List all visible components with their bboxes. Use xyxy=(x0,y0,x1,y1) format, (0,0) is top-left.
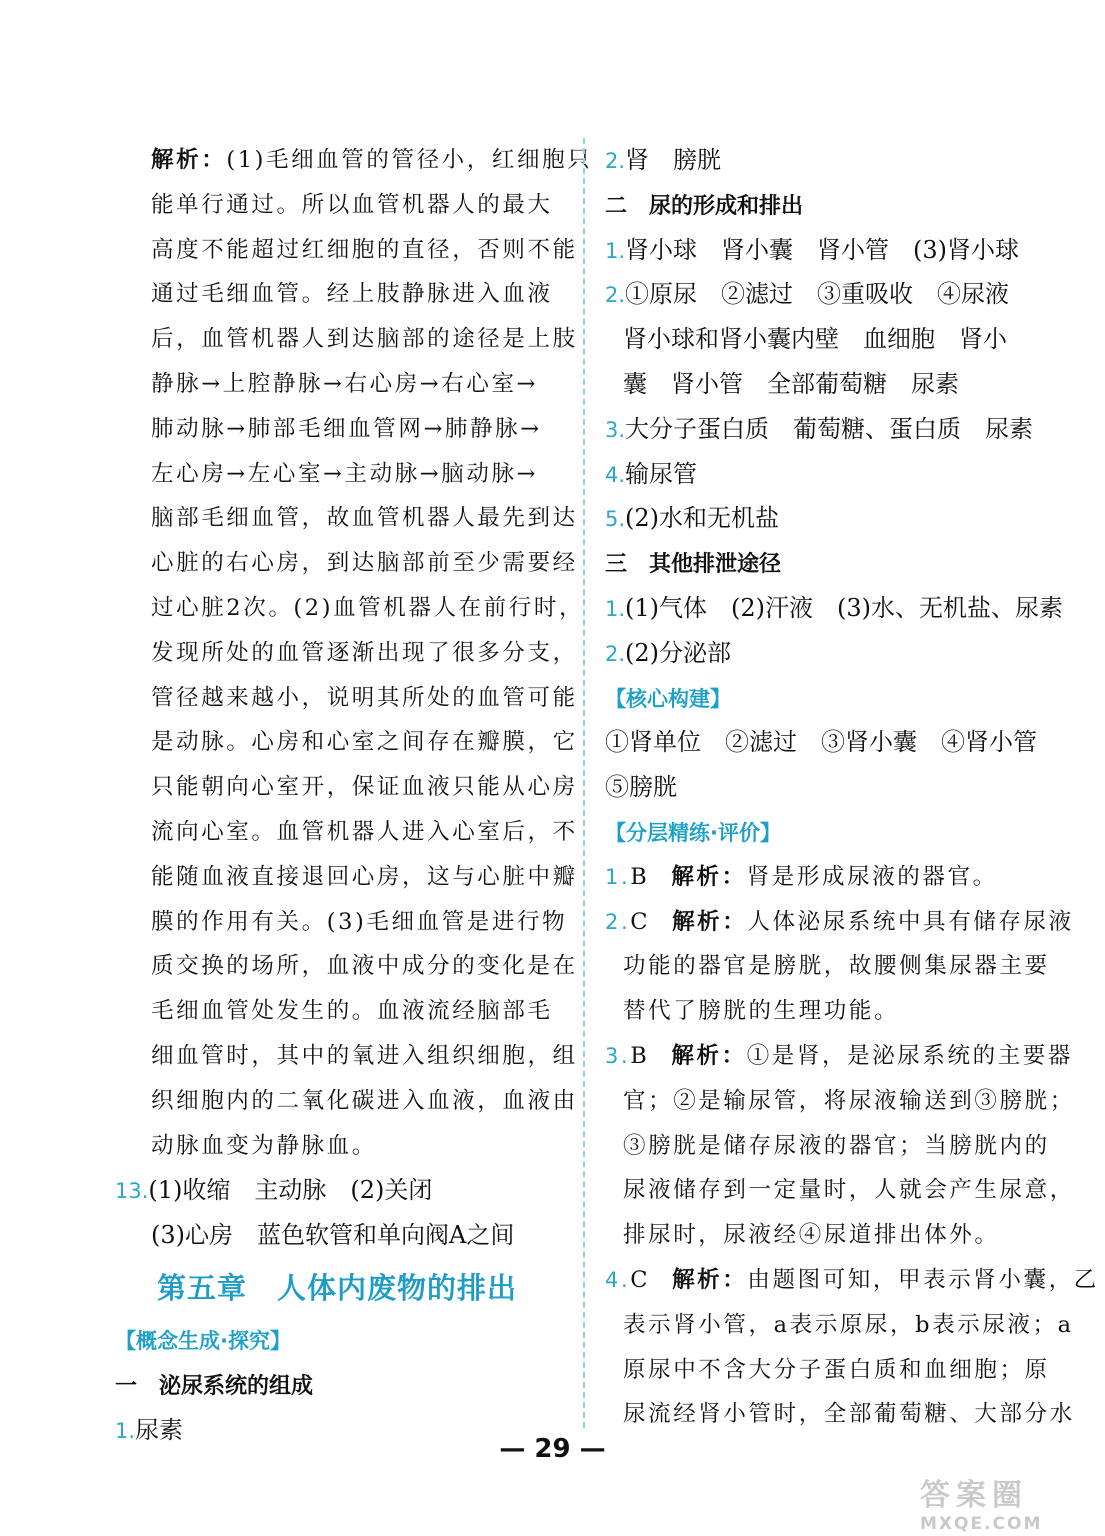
core-answer: ①肾单位 ②滤过 ③肾小囊 ④肾小管 xyxy=(605,728,1037,757)
answer-1: 1.B 解析：肾是形成尿液的器官。 xyxy=(605,863,998,890)
analysis-line: 管径越来越小，说明其所处的血管可能 xyxy=(151,684,578,711)
analysis-line: 脑部毛细血管，故血管机器人最先到达 xyxy=(151,505,578,532)
answer-item: 2.(2)分泌部 xyxy=(605,638,732,667)
answer-continued: 囊 肾小管 全部葡萄糖 尿素 xyxy=(623,369,959,398)
analysis-line: 毛细血管处发生的。血液流经脑部毛 xyxy=(151,998,553,1025)
choice: B xyxy=(630,1042,650,1069)
answer-continued: 替代了膀胱的生理功能。 xyxy=(623,998,900,1025)
answer-item: 1.尿素 xyxy=(115,1415,184,1444)
analysis-line: 流向心室。血管机器人进入心室后，不 xyxy=(151,818,578,845)
analysis-line-1: 解析：(1)毛细血管的管径小，红细胞只 xyxy=(151,147,593,173)
column-divider xyxy=(583,138,585,1428)
analysis-line: 织细胞内的二氧化碳进入血液，血液由 xyxy=(151,1087,578,1114)
section-tag: 【核心构建】 xyxy=(605,686,731,711)
analysis-line: 能随血液直接退回心房，这与心脏中瓣 xyxy=(151,863,578,890)
answer-continued: ③膀胱是储存尿液的器官；当膀胱内的 xyxy=(623,1132,1050,1159)
choice: C xyxy=(630,1266,651,1293)
analysis-label: 解析： xyxy=(671,863,747,890)
answer-item: 4.输尿管 xyxy=(605,459,698,488)
core-answer: ⑤膀胱 xyxy=(605,773,677,802)
analysis-line: 高度不能超过红细胞的直径，否则不能 xyxy=(151,236,578,263)
answer-continued: 功能的器官是膀胱，故腰侧集尿器主要 xyxy=(623,953,1050,980)
analysis-line: 左心房→左心室→主动脉→脑动脉→ xyxy=(151,460,539,487)
answer-item: 3.大分子蛋白质 葡萄糖、蛋白质 尿素 xyxy=(605,414,1034,443)
analysis-line: 细血管时，其中的氧进入组织细胞，组 xyxy=(151,1042,578,1069)
section-heading: 二 尿的形成和排出 xyxy=(605,193,804,219)
analysis-line: 后，血管机器人到达脑部的途径是上肢 xyxy=(151,326,578,353)
analysis-line: 只能朝向心室开，保证血液只能从心房 xyxy=(151,774,578,801)
answer-continued: 肾小球和肾小囊内壁 血细胞 肾小 xyxy=(623,325,1007,354)
section-heading: 三 其他排泄途径 xyxy=(605,552,782,578)
right-column xyxy=(605,138,1099,1437)
analysis-label: 解析： xyxy=(672,908,748,935)
choice: B xyxy=(630,863,650,890)
answer-continued: 表示肾小管，a表示原尿，b表示尿液；a xyxy=(623,1311,1074,1338)
analysis-line: 肺动脉→肺部毛细血管网→肺静脉→ xyxy=(151,415,542,442)
analysis-line: 是动脉。心房和心室之间存在瓣膜，它 xyxy=(151,729,578,756)
analysis-line: 膜的作用有关。(3)毛细血管是进行物 xyxy=(151,908,568,935)
analysis-line: 过心脏2次。(2)血管机器人在前行时， xyxy=(151,594,585,621)
answer-item: 1.肾小球 肾小囊 肾小管 (3)肾小球 xyxy=(605,235,1020,264)
question-13-continued: (3)心房 蓝色软管和单向阀A之间 xyxy=(151,1221,515,1250)
answer-4: 4.C 解析：由题图可知，甲表示肾小囊，乙 xyxy=(605,1266,1099,1293)
answer-continued: 尿流经肾小管时，全部葡萄糖、大部分水 xyxy=(623,1401,1075,1428)
answer-continued: 排尿时，尿液经④尿道排出体外。 xyxy=(623,1222,1000,1249)
analysis-line: 心脏的右心房，到达脑部前至少需要经 xyxy=(151,550,578,577)
answer-continued: 尿液储存到一定量时，人就会产生尿意， xyxy=(623,1177,1075,1204)
analysis-line: 动脉血变为静脉血。 xyxy=(151,1132,377,1159)
answer-continued: 原尿中不含大分子蛋白质和血细胞；原 xyxy=(623,1356,1050,1383)
analysis-line: 发现所处的血管逐渐出现了很多分支， xyxy=(151,639,578,666)
analysis-line: 能单行通过。所以血管机器人的最大 xyxy=(151,191,553,218)
analysis-line: 静脉→上腔静脉→右心房→右心室→ xyxy=(151,370,539,397)
answer-item: 1.(1)气体 (2)汗液 (3)水、无机盐、尿素 xyxy=(605,593,1064,622)
analysis-label: 解析： xyxy=(151,147,227,173)
analysis-line: 质交换的场所，血液中成分的变化是在 xyxy=(151,953,578,980)
analysis-line: 通过毛细血管。经上肢静脉进入血液 xyxy=(151,281,553,308)
choice: C xyxy=(630,908,651,935)
answer-2: 2.C 解析：人体泌尿系统中具有储存尿液 xyxy=(605,908,1074,935)
section-tag: 【概念生成·探究】 xyxy=(115,1328,291,1353)
answer-continued: 官；②是输尿管，将尿液输送到③膀胱； xyxy=(623,1087,1075,1114)
question-13: 13.(1)收缩 主动脉 (2)关闭 xyxy=(115,1176,433,1205)
answer-3: 3.B 解析：①是肾，是泌尿系统的主要器 xyxy=(605,1042,1074,1069)
analysis-label: 解析： xyxy=(671,1042,747,1069)
answer-item: 2.肾 膀胱 xyxy=(605,146,722,174)
watermark-logo: 答案圈 MXQE.COM xyxy=(920,1478,1043,1534)
analysis-label: 解析： xyxy=(672,1266,748,1293)
section-heading: 一 泌尿系统的组成 xyxy=(115,1373,314,1399)
section-tag: 【分层精练·评价】 xyxy=(605,820,781,845)
answer-item: 2.①原尿 ②滤过 ③重吸收 ④尿液 xyxy=(605,280,1010,309)
page-number: — 29 — xyxy=(499,1434,606,1464)
chapter-title: 第五章 人体内废物的排出 xyxy=(157,1270,518,1305)
question-number: 13. xyxy=(115,1179,149,1204)
answer-item: 5.(2)水和无机盐 xyxy=(605,504,780,533)
